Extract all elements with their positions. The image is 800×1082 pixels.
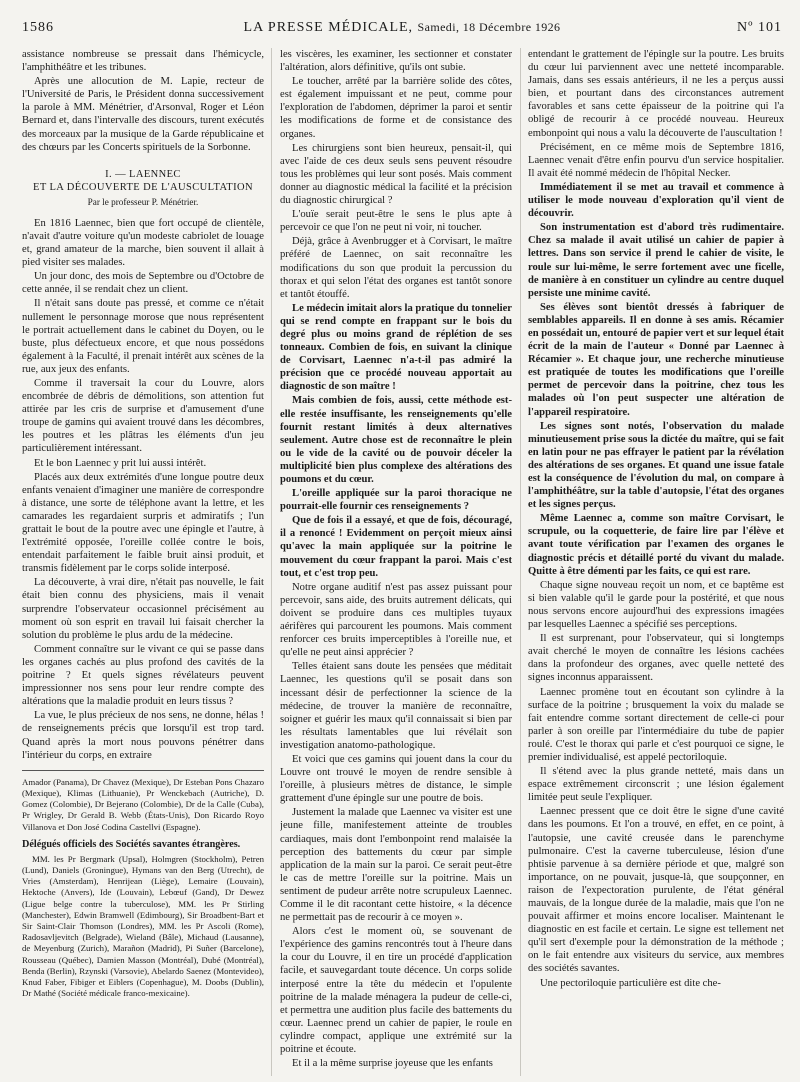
paragraph: Il est surprenant, pour l'observateur, qui si longtemps avait cherché le moyen de connaître les lésions cachées dans la profondeur des organes, avec quelle netteté des signes inconnus apparaissent. [528, 633, 784, 684]
paragraph: Le toucher, arrêté par la barrière solide des côtes, est également impuissant et ne peut, comme pour l'exploration de l'abdomen, déprimer la paroi et sentir les modifications de forme et de consistance des organes. [280, 76, 512, 140]
paragraph: Immédiatement il se met au travail et commence à utiliser le mode nouveau d'exploration qu'il vient de découvrir. [528, 181, 784, 220]
page-header [22, 20, 782, 40]
author-byline: Par le professeur P. Ménétrier. [87, 196, 199, 207]
section-number-title: I. — LAENNEC [105, 168, 181, 180]
column-divider [520, 48, 521, 1076]
paragraph: Déjà, grâce à Avenbrugger et à Corvisart, le maître préféré de Laennec, on sait reconnaître les modifications du son que produit la percussion du thorax et qui selon l'état des organes est tantôt sonore et tantôt étouffé. [280, 236, 512, 300]
paragraph: En 1816 Laennec, bien que fort occupé de clientèle, n'avait d'autre voiture qu'un modeste cabriolet de louage et, grand amateur de la marche, bien souvent il allait à pied visiter ses malades. [22, 217, 264, 269]
paragraph: Justement la malade que Laennec va visiter est une jeune fille, manifestement atteinte de troubles cardiaques, mais dont l'embonpoint rend malaisée la perception des battements du cœur par simple application de la main sur la paroi. Ce serait peut-être le cas de mettre l'oreille sur la poitrine. Mais un sentiment de pudeur arrête notre scrupuleux Laennec. Comme il le dit racontant cette histoire, « la décence ne permettait pas de recourir à ce moyen ». [280, 807, 512, 924]
column-middle [280, 48, 512, 1080]
paragraph: Telles étaient sans doute les pensées que méditait Laennec, les questions qu'il se posait dans son incessant désir de perfectionner la science de la médecine, de trouver la manière de reconnaître, soigner et guérir les maux qu'il connaissait si bien par les résultats lamentables que lui révélait son investigation anatomo-pathologique. [280, 661, 512, 751]
paragraph: Et voici que ces gamins qui jouent dans la cour du Louvre ont trouvé le moyen de rendre sensible à l'oreille, à plusieurs mètres de distance, le simple grattement d'une épingle sur une poutre de bois. [280, 753, 512, 805]
paragraph: Ses élèves sont bientôt dressés à fabriquer de semblables appareils. Il en donne à ses amis. Récamier en possédait un, entouré de papier vert et sur lequel était écrit de la main de l'auteur « Donné par Laennec à Récamier ». Et chaque jour, une recherche minutieuse est pratiquée de toutes les modifications que l'oreille permet de percevoir dans la poitrine, chez tous les malades où l'on peut suspecter une altération de l'appareil respiratoire. [528, 301, 784, 418]
paragraph: Un jour donc, des mois de Septembre ou d'Octobre de cette année, il se rendait chez un client. [22, 271, 264, 296]
paragraph: les viscères, les examiner, les sectionner et constater l'altération, alors définitive, qu'ils ont subie. [280, 49, 512, 74]
paragraph: Précisément, en ce même mois de Septembre 1816, Laennec venait d'être enfin pourvu d'un service hospitalier. Il avait été nommé médecin de l'hôpital Necker. [528, 141, 784, 179]
paragraph: Comment connaître sur le vivant ce qui se passe dans les organes cachés au plus profond des cavités de la poitrine ? Et quels signes révélateurs peuvent impressionner nos sens pour leur rendre compte des altérations que la maladie produit en leurs tissus ? [22, 643, 264, 708]
paragraph: Une pectoriloquie particulière est dite che- [540, 977, 721, 989]
paragraph: Il n'était sans doute pas pressé, et comme ce n'était nullement le personnage morose que nous représentent le portrait actuellement dans le cabinet du Doyen, ou le buste, plus défectueux encore, et que nous possédons également à la Faculté, il prenait intérêt aux scènes de la rue, aux jeux des enfants. [22, 298, 264, 375]
delegates-heading: Délégués officiels des Sociétés savantes étrangères. [22, 838, 241, 850]
paragraph: entendant le grattement de l'épingle sur la poutre. Les bruits du cœur lui parviennent avec une netteté incomparable. Jamais, dans ses essais antérieurs, il ne les a perçus aussi bien, et pourtant dans des circonstances autrement favorables et sans cette épaisseur de la poitrine qui l'a obligé de recourir à ce procédé nouveau. Heureux embonpoint qui nous a valu la découverte de l'auscultation ! [528, 49, 784, 139]
paragraph: assistance nombreuse se pressait dans l'hémicycle, l'amphithéâtre et les tribunes. [22, 49, 264, 74]
column-left [22, 48, 264, 1080]
column-right [528, 48, 784, 1080]
paragraph: Et il a la même surprise joyeuse que les enfants [292, 1058, 493, 1070]
section-subtitle: ET LA DÉCOUVERTE DE L'AUSCULTATION [33, 181, 253, 193]
paragraph: Son instrumentation est d'abord très rudimentaire. Chez sa malade il avait utilisé un cahier de papier à lettres. Dans son service il prend le cahier de visite, le roule sur lui-même, le serre fortement avec une ficelle, de manière à en constituer un cylindre au centre duquel persiste une minime cavité. [528, 222, 784, 299]
paragraph: Et le bon Laennec y prit lui aussi intérêt. [34, 457, 207, 469]
paragraph: Alors c'est le moment où, se souvenant de l'expérience des gamins rencontrés tout à l'heure dans la cour du Louvre, il en tire un procédé d'application facile, et sauvegardant toute décence. Un corps solide interposé entre la tête du médecin et l'opulente poitrine de la malade ménagera la pudeur de celle-ci, et permettra une audition plus facile des battements du cœur. Laennec prend un cahier de papier, le roule en cylindre compact, applique une extrémité sur la poitrine et écoute. [280, 926, 512, 1056]
section-heading [22, 168, 264, 194]
issue-date: Samedi, 18 Décembre 1926 [417, 20, 561, 34]
footnote-list: MM. les Pr Bergmark (Upsal), Holmgren (Stockholm), Petren (Lund), Daniels (Groningue), Hymans van den Berg (Utrecht), de Vries (Amsterdam), Henrijean (Liège), Lemaire (Louvain), Hektoche (Anvers), Ide (Louvain), Lebœuf (Gand), Dr Dewez (Ligue belge contre la tuberculose), MM. les Pr Stirling (Manchester), Edwin Bramwell (Edimbourg), Sir Broadbent-Bart et Sir Saint-Clair Thomson (Londres), MM. les Pr Ascoli (Rome), Radosavljevitch (Belgrade), Wieland (Bâle), Michaud (Lausanne), de Meyenburg (Zurich), Marañon (Madrid), Pi Suñer (Barcelone), Rousseau (Québec), Damien Masson (Montréal), Dubé (Montréal), Benda (Berlin), Rzynski (Varsovie), Abelardo Saenez (Montevideo), Knud Faber, Fibiger et Eiblers (Copenhague), M. Doobs (Dublin), Dr Mathé (Société médicale franco-mexicaine). [22, 853, 264, 999]
paragraph: L'ouïe serait peut-être le sens le plus apte à percevoir ce que l'on ne peut ni voir, ni toucher. [280, 209, 512, 234]
footnote-divider [22, 770, 264, 771]
paragraph: Même Laennec a, comme son maître Corvisart, le scrupule, ou la coquetterie, de faire lire par l'élève et avant toute vérification par l'examen des organes le diagnostic précis et détaillé porté du vivant du malade. Quitte à être démenti par les faits, ce qui est rare. [528, 513, 784, 577]
journal-title-line [22, 20, 782, 36]
issue-number: Nº 101 [737, 20, 782, 35]
paragraph: Comme il traversait la cour du Louvre, alors encombrée de débris de démolitions, son attention fut attirée par les cris de surprise et d'amusement d'une troupe de gamins qui avaient trouvé dans les décombres, les poutres et les plâtras les éléments d'un jeu particulièrement intéressant. [22, 377, 264, 455]
paragraph: Après une allocution de M. Lapie, recteur de l'Université de Paris, le Président donna successivement la parole à MM. Ménétrier, d'Arsonval, Roger et Léon Bernard et, dans l'intervalle des discours, turent exécutés des morceaux par la musique de la Garde républicaine et des chœurs par les Concerts spirituels de la Sorbonne. [22, 76, 264, 153]
paragraph: Mais combien de fois, aussi, cette méthode est-elle restée insuffisante, les renseignements qu'elle fournit restant limités à deux alternatives seulement. Autre chose est de reconnaître le plein ou le vide de la cavité ou de pouvoir déceler la multiplicité bien plus complexe des altérations des poumons et du cœur. [280, 395, 512, 485]
paragraph: Laennec pressent que ce doit être le signe d'une cavité dans les poumons. Et l'on a trouvé, en effet, en ce point, à l'autopsie, une cavité creusée dans le parenchyme pulmonaire. C'est la caverne tuberculeuse, lésion d'une phtisie parvenue à sa dernière période et que, malgré son importance, on ne pouvait, jusque-là, que soupçonner, en raison de l'expectoration purulente, de l'état général mauvais, de la longue durée de la maladie, mais que l'on ne pouvait affirmer et moins encore localiser. Maintenant le diagnostic en est facile et certain. Le signe est tellement net qu'il sert d'exemple pour la démonstration de la méthode ; on le fait entendre aux visiteurs du service, aux membres des sociétés savantes. [528, 806, 784, 975]
paragraph: La découverte, à vrai dire, n'était pas nouvelle, le fait était bien connu des physiciens, mais il venait surprendre l'observateur occasionnel précisément au moment où son esprit en travail lui faisait chercher la solution du problème le plus ardu de la médecine. [22, 577, 264, 641]
paragraph: Il s'étend avec la plus grande netteté, mais dans un espace extrêmement circonscrit ; une lésion également limitée peut seule l'expliquer. [528, 766, 784, 804]
paragraph: Placés aux deux extrémités d'une longue poutre deux enfants venaient d'imaginer une manière de correspondre à distance, une sorte de téléphone avant la lettre, et les camarades les regardaient surpris et admiratifs ; l'un grattait le bout de la poutre avec une épingle et l'autre, à l'extrémité opposée, l'oreille collée contre le bois, entendait parfaitement le faible bruit ainsi produit, et transmis fidèlement par le corps solide interposé. [22, 471, 264, 575]
column-divider [271, 48, 272, 1076]
paragraph: Les chirurgiens sont bien heureux, pensait-il, qui avec l'aide de ces deux seuls sens peuvent résoudre tous les problèmes qui leur sont posés. Mais comment donner au diagnostic médical la facilité et la précision du diagnostic chirurgical ? [280, 142, 512, 207]
paragraph: Les signes sont notés, l'observation du malade minutieusement prise sous la dictée du maître, qui se fait en latin pour ne pas effrayer le patient par la révélation des altérations de ses organes. Et quand une issue fatale est la conséquence de l'évolution du mal, on compare à l'amphithéâtre, sur la table d'autopsie, l'état des organes et les signes perçus. [528, 420, 784, 511]
paragraph: L'oreille appliquée sur la paroi thoracique ne pourrait-elle fournir ces renseignements ? [280, 488, 512, 513]
footnote-list: Amador (Panama), Dr Chavez (Mexique), Dr Esteban Pons Chazaro (Mexique), Klimas (Lithuanie), Pr Wenckebach (Autriche), D. Gomez (Colombie), Dr Bejerano (Colombie), Dr de la Calle (Cuba), Pr Wrigley, Dr Gerald B. Webb (États-Unis), Don Ricardo Royo Villanova et Don José Codina Castellvi (Espagne). [22, 776, 264, 832]
journal-name: LA PRESSE MÉDICALE, [243, 20, 414, 35]
paragraph: Notre organe auditif n'est pas assez puissant pour percevoir, sans aide, des bruits autrement délicats, qui doivent se produire dans ces multiples tuyaux aérifères qui parcourent les poumons. Mais comment renforcer ces bruits imperceptibles à l'oreille nue, et qu'elle ne peut ainsi apprécier ? [280, 581, 512, 659]
page-number: 1586 [22, 20, 54, 35]
paragraph: Que de fois il a essayé, et que de fois, découragé, il a renoncé ! Evidemment on perçoit mieux ainsi qu'avec la main appliquée sur la poitrine le mouvement du cœur frappant la paroi. Mais c'est tout, et c'est trop peu. [280, 515, 512, 579]
paragraph: Laennec promène tout en écoutant son cylindre à la surface de la poitrine ; brusquement la voix du malade se fait entendre comme sortant directement de celle-ci pour parler à son oreille par l'intermédiaire du tube de papier roulé. C'est le thorax qui parle et c'est pourquoi ce signe, le premier individualisé, est appelé pectoriloquie. [528, 686, 784, 763]
paragraph: La vue, le plus précieux de nos sens, ne donne, hélas ! de renseignements précis que lorsqu'il est trop tard. Quand après la mort nous pouvons pénétrer dans l'intérieur du corps, en extraire [22, 710, 264, 761]
paragraph: Chaque signe nouveau reçoit un nom, et ce baptême est si bien valable qu'il le garde pour la postérité, et que nous nous servons encore aujourd'hui des expressions imagées par lesquelles Laennec a spécifié ses perceptions. [528, 579, 784, 631]
paragraph: Le médecin imitait alors la pratique du tonnelier qui se rend compte en frappant sur le bois du degré plus ou moins grand de réplétion de ses tonneaux. Combien de fois, en suivant la clinique de Corvisart, Laennec n'a-t-il pas admiré la précision que ce procédé nouveau apportait au diagnostic de son maître ! [280, 302, 512, 393]
